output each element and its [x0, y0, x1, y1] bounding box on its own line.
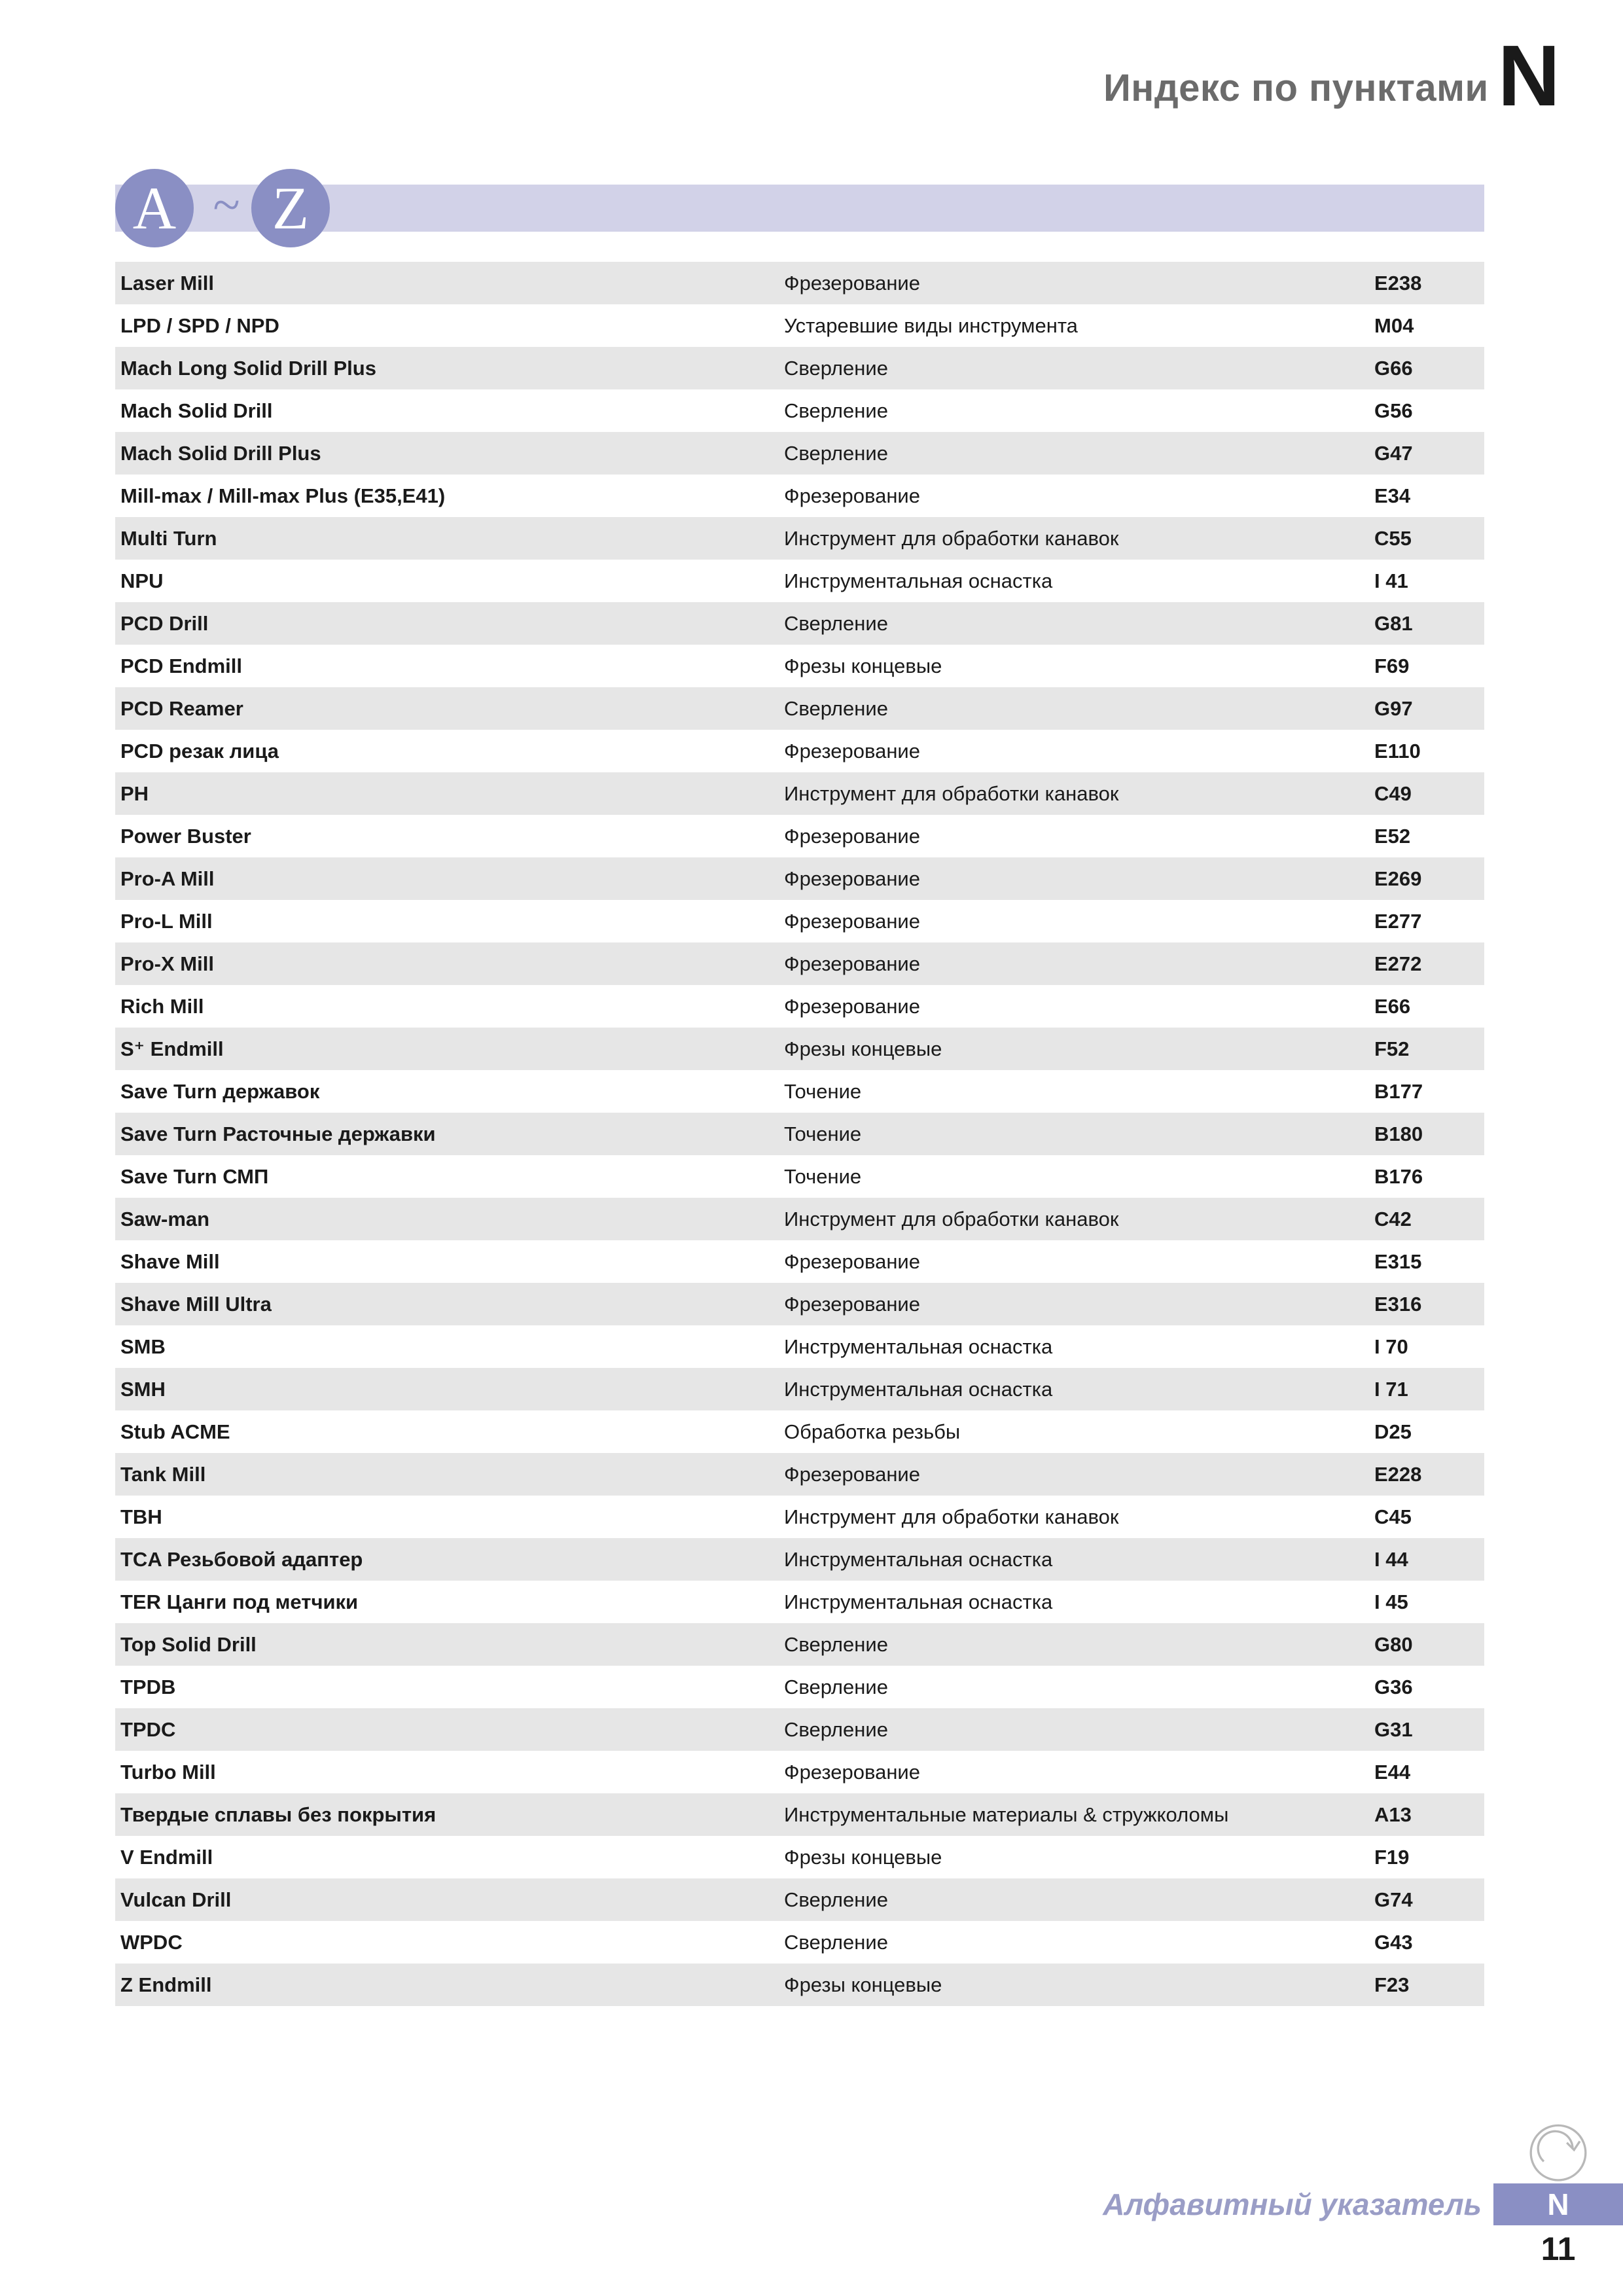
- entry-page-ref: I 70: [1374, 1335, 1408, 1358]
- entry-category: Фрезерование: [784, 1761, 920, 1784]
- entry-name: Stub ACME: [120, 1420, 230, 1443]
- table-row: [115, 1921, 1484, 1964]
- entry-category: Фрезерование: [784, 1463, 920, 1486]
- entry-page-ref: G43: [1374, 1931, 1413, 1954]
- entry-category: Фрезерование: [784, 484, 920, 507]
- entry-name: Pro-A Mill: [120, 867, 215, 890]
- table-row: [115, 1453, 1484, 1496]
- entry-category: Фрезы концевые: [784, 1846, 942, 1869]
- entry-name: TPDB: [120, 1676, 176, 1698]
- entry-category: Устаревшие виды инструмента: [784, 314, 1078, 337]
- entry-name: S⁺ Endmill: [120, 1037, 224, 1060]
- entry-page-ref: G97: [1374, 697, 1413, 720]
- entry-page-ref: F19: [1374, 1846, 1410, 1869]
- entry-page-ref: E44: [1374, 1761, 1411, 1784]
- table-row: [115, 602, 1484, 645]
- entry-category: Инструмент для обработки канавок: [784, 527, 1119, 550]
- entry-name: Pro-X Mill: [120, 952, 214, 975]
- entry-category: Фрезы концевые: [784, 1037, 942, 1060]
- table-row: [115, 1878, 1484, 1921]
- page-number: 11: [1541, 2231, 1576, 2267]
- table-row: [115, 262, 1484, 304]
- entry-category: Фрезерование: [784, 740, 920, 762]
- entry-name: NPU: [120, 569, 164, 592]
- entry-category: Инструментальная оснастка: [784, 569, 1053, 592]
- entry-page-ref: G31: [1374, 1718, 1413, 1741]
- table-row: [115, 560, 1484, 602]
- entry-page-ref: D25: [1374, 1420, 1412, 1443]
- table-row: [115, 645, 1484, 687]
- entry-page-ref: E34: [1374, 484, 1411, 507]
- entry-name: Pro-L Mill: [120, 910, 213, 933]
- section-letter: N: [1497, 27, 1560, 124]
- refresh-icon: [1522, 2115, 1594, 2187]
- table-row: [115, 1368, 1484, 1410]
- entry-name: Save Turn СМП: [120, 1165, 269, 1188]
- entry-category: Обработка резьбы: [784, 1420, 961, 1443]
- entry-page-ref: C49: [1374, 782, 1412, 805]
- table-row: [115, 432, 1484, 475]
- entry-page-ref: G47: [1374, 442, 1413, 465]
- entry-page-ref: B176: [1374, 1165, 1423, 1188]
- entry-name: Mach Solid Drill: [120, 399, 273, 422]
- entry-name: SMH: [120, 1378, 166, 1401]
- table-row: [115, 1325, 1484, 1368]
- entry-category: Фрезерование: [784, 1293, 920, 1316]
- range-start-badge: A: [115, 169, 194, 247]
- table-row: [115, 1155, 1484, 1198]
- table-row: [115, 1198, 1484, 1240]
- entry-page-ref: E110: [1374, 740, 1421, 762]
- entry-page-ref: I 41: [1374, 569, 1408, 592]
- entry-page-ref: I 44: [1374, 1548, 1408, 1571]
- entry-category: Инструментальные материалы & стружколомы: [784, 1803, 1229, 1826]
- entry-page-ref: G66: [1374, 357, 1413, 380]
- table-row: [115, 475, 1484, 517]
- entry-category: Сверление: [784, 697, 888, 720]
- entry-category: Сверление: [784, 1718, 888, 1741]
- entry-category: Инструментальная оснастка: [784, 1378, 1053, 1401]
- entry-name: Saw-man: [120, 1208, 210, 1230]
- entry-category: Инструмент для обработки канавок: [784, 1208, 1119, 1230]
- entry-category: Инструмент для обработки канавок: [784, 1505, 1119, 1528]
- entry-page-ref: E228: [1374, 1463, 1422, 1486]
- page-title: Индекс по пунктами: [1103, 67, 1489, 110]
- table-row: [115, 1964, 1484, 2006]
- table-row: [115, 942, 1484, 985]
- entry-name: Mach Solid Drill Plus: [120, 442, 321, 465]
- entry-category: Фрезерование: [784, 867, 920, 890]
- entry-page-ref: A13: [1374, 1803, 1412, 1826]
- index-table: [115, 262, 1484, 2006]
- table-row: [115, 1240, 1484, 1283]
- table-row: [115, 1623, 1484, 1666]
- table-row: [115, 1751, 1484, 1793]
- entry-page-ref: E66: [1374, 995, 1411, 1018]
- entry-category: Сверление: [784, 357, 888, 380]
- entry-name: TER Цанги под метчики: [120, 1590, 359, 1613]
- entry-name: WPDC: [120, 1931, 183, 1954]
- entry-category: Фрезерование: [784, 825, 920, 848]
- entry-page-ref: E315: [1374, 1250, 1422, 1273]
- entry-category: Сверление: [784, 399, 888, 422]
- entry-category: Инструмент для обработки канавок: [784, 782, 1119, 805]
- entry-page-ref: G80: [1374, 1633, 1413, 1656]
- entry-name: PH: [120, 782, 149, 805]
- entry-page-ref: B180: [1374, 1122, 1423, 1145]
- entry-name: V Endmill: [120, 1846, 213, 1869]
- entry-name: Power Buster: [120, 825, 251, 848]
- entry-name: Shave Mill Ultra: [120, 1293, 272, 1316]
- entry-name: Shave Mill: [120, 1250, 220, 1273]
- entry-page-ref: F69: [1374, 655, 1410, 677]
- table-row: [115, 1070, 1484, 1113]
- entry-name: Multi Turn: [120, 527, 217, 550]
- entry-name: Твердые сплавы без покрытия: [120, 1803, 437, 1826]
- entry-name: Vulcan Drill: [120, 1888, 232, 1911]
- footer-section-letter: N: [1493, 2183, 1623, 2225]
- entry-page-ref: E316: [1374, 1293, 1422, 1316]
- entry-category: Инструментальная оснастка: [784, 1335, 1053, 1358]
- entry-category: Фрезерование: [784, 995, 920, 1018]
- entry-name: Turbo Mill: [120, 1761, 216, 1784]
- entry-category: Сверление: [784, 1888, 888, 1911]
- entry-page-ref: G81: [1374, 612, 1413, 635]
- entry-category: Точение: [784, 1165, 862, 1188]
- page-header: [1103, 27, 1560, 124]
- table-row: [115, 347, 1484, 389]
- entry-name: Save Turn державок: [120, 1080, 320, 1103]
- entry-category: Инструментальная оснастка: [784, 1548, 1053, 1571]
- entry-name: Rich Mill: [120, 995, 204, 1018]
- entry-page-ref: B177: [1374, 1080, 1423, 1103]
- entry-page-ref: G56: [1374, 399, 1413, 422]
- footer-section-label: Алфавитный указатель: [1103, 2187, 1482, 2221]
- entry-name: PCD Endmill: [120, 655, 243, 677]
- entry-name: Save Turn Расточные державки: [120, 1122, 436, 1145]
- entry-page-ref: G36: [1374, 1676, 1413, 1698]
- entry-name: Z Endmill: [120, 1973, 212, 1996]
- entry-name: Top Solid Drill: [120, 1633, 257, 1656]
- table-row: [115, 730, 1484, 772]
- entry-page-ref: C42: [1374, 1208, 1412, 1230]
- table-row: [115, 985, 1484, 1028]
- entry-category: Точение: [784, 1080, 862, 1103]
- table-row: [115, 389, 1484, 432]
- entry-category: Сверление: [784, 1676, 888, 1698]
- table-row: [115, 1581, 1484, 1623]
- table-row: [115, 815, 1484, 857]
- entry-page-ref: M04: [1374, 314, 1414, 337]
- entry-category: Фрезы концевые: [784, 655, 942, 677]
- entry-category: Сверление: [784, 1931, 888, 1954]
- entry-category: Инструментальная оснастка: [784, 1590, 1053, 1613]
- entry-name: PCD Drill: [120, 612, 209, 635]
- table-row: [115, 900, 1484, 942]
- entry-page-ref: I 45: [1374, 1590, 1408, 1613]
- entry-page-ref: E277: [1374, 910, 1422, 933]
- table-row: [115, 517, 1484, 560]
- entry-name: Laser Mill: [120, 272, 214, 295]
- entry-category: Фрезы концевые: [784, 1973, 942, 1996]
- entry-page-ref: C45: [1374, 1505, 1412, 1528]
- entry-name: PCD Reamer: [120, 697, 243, 720]
- entry-page-ref: E238: [1374, 272, 1422, 295]
- entry-category: Фрезерование: [784, 1250, 920, 1273]
- table-row: [115, 1836, 1484, 1878]
- entry-category: Сверление: [784, 1633, 888, 1656]
- table-row: [115, 1666, 1484, 1708]
- entry-page-ref: E52: [1374, 825, 1411, 848]
- entry-name: Mill-max / Mill-max Plus (E35,E41): [120, 484, 446, 507]
- entry-name: Tank Mill: [120, 1463, 206, 1486]
- table-row: [115, 772, 1484, 815]
- table-row: [115, 1113, 1484, 1155]
- entry-name: TPDC: [120, 1718, 176, 1741]
- entry-page-ref: G74: [1374, 1888, 1413, 1911]
- entry-name: TBH: [120, 1505, 162, 1528]
- entry-page-ref: E269: [1374, 867, 1422, 890]
- entry-page-ref: F52: [1374, 1037, 1410, 1060]
- entry-page-ref: F23: [1374, 1973, 1410, 1996]
- table-row: [115, 1793, 1484, 1836]
- range-separator: ~: [213, 177, 240, 232]
- entry-page-ref: C55: [1374, 527, 1412, 550]
- table-row: [115, 687, 1484, 730]
- entry-name: Mach Long Solid Drill Plus: [120, 357, 376, 380]
- entry-category: Фрезерование: [784, 910, 920, 933]
- entry-name: LPD / SPD / NPD: [120, 314, 279, 337]
- table-row: [115, 1028, 1484, 1070]
- range-end-badge: Z: [251, 169, 330, 247]
- table-row: [115, 1283, 1484, 1325]
- table-row: [115, 1708, 1484, 1751]
- entry-category: Фрезерование: [784, 272, 920, 295]
- entry-category: Точение: [784, 1122, 862, 1145]
- table-row: [115, 304, 1484, 347]
- entry-category: Фрезерование: [784, 952, 920, 975]
- table-row: [115, 857, 1484, 900]
- entry-page-ref: I 71: [1374, 1378, 1408, 1401]
- entry-name: TCA Резьбовой адаптер: [120, 1548, 363, 1571]
- table-row: [115, 1496, 1484, 1538]
- table-row: [115, 1410, 1484, 1453]
- entry-name: SMB: [120, 1335, 166, 1358]
- entry-name: PCD резак лица: [120, 740, 279, 762]
- table-row: [115, 1538, 1484, 1581]
- entry-category: Сверление: [784, 442, 888, 465]
- entry-category: Сверление: [784, 612, 888, 635]
- entry-page-ref: E272: [1374, 952, 1422, 975]
